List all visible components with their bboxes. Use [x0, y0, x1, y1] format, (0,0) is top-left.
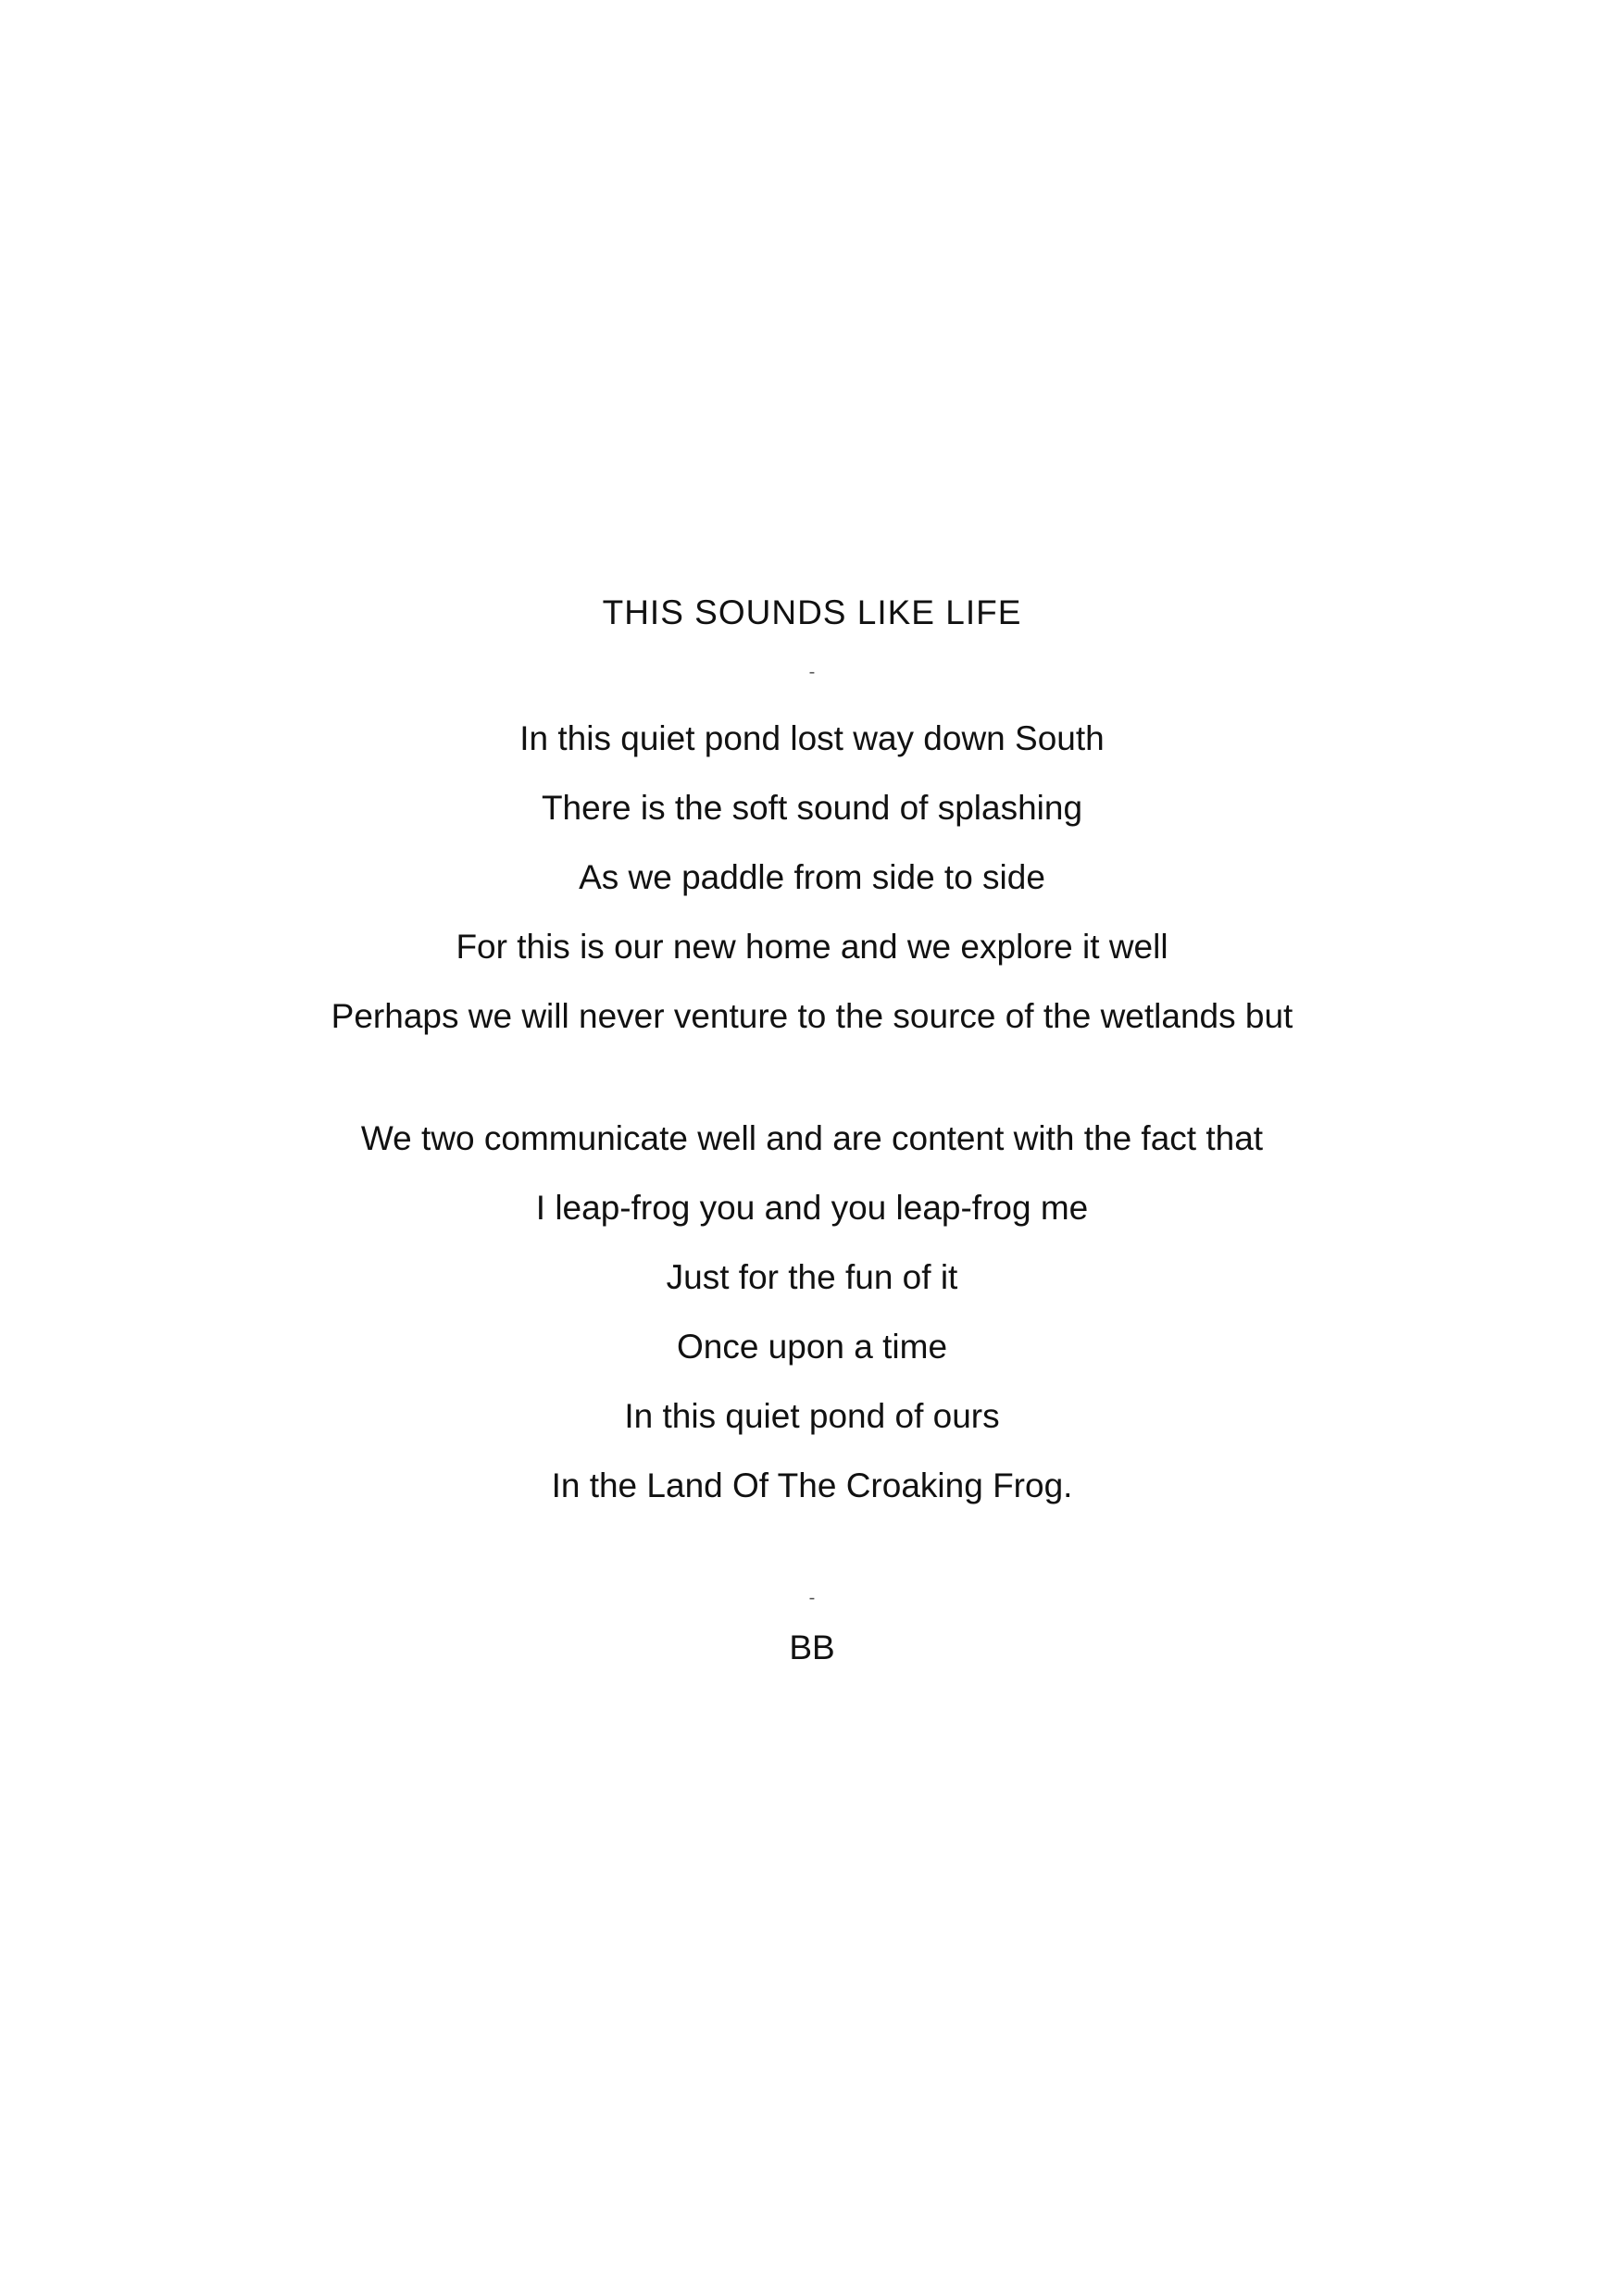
author-signature: BB [789, 1628, 835, 1666]
poem-title: THIS SOUNDS LIKE LIFE [602, 593, 1022, 631]
poem-line: Just for the fun of it [666, 1258, 958, 1296]
poem-line: As we paddle from side to side [579, 858, 1045, 896]
poem-line: I leap-frog you and you leap-frog me [535, 1189, 1089, 1227]
poem-line: Once upon a time [676, 1328, 948, 1366]
poem-line: In the Land Of The Croaking Frog. [551, 1466, 1073, 1504]
title-separator: - [808, 662, 816, 682]
poem-line: In this quiet pond lost way down South [519, 719, 1105, 757]
stanza-1 [0, 718, 1624, 1066]
poem-line: For this is our new home and we explore it well [456, 928, 1168, 966]
poem-line: We two communicate well and are content with the fact that [360, 1119, 1264, 1157]
poem-line: In this quiet pond of ours [624, 1397, 1000, 1435]
signature-separator: - [808, 1588, 816, 1608]
poem-line: There is the soft sound of splashing [541, 789, 1083, 827]
stanza-2 [0, 1118, 1624, 1535]
poem-line: Perhaps we will never venture to the source of the wetlands but [331, 997, 1293, 1035]
